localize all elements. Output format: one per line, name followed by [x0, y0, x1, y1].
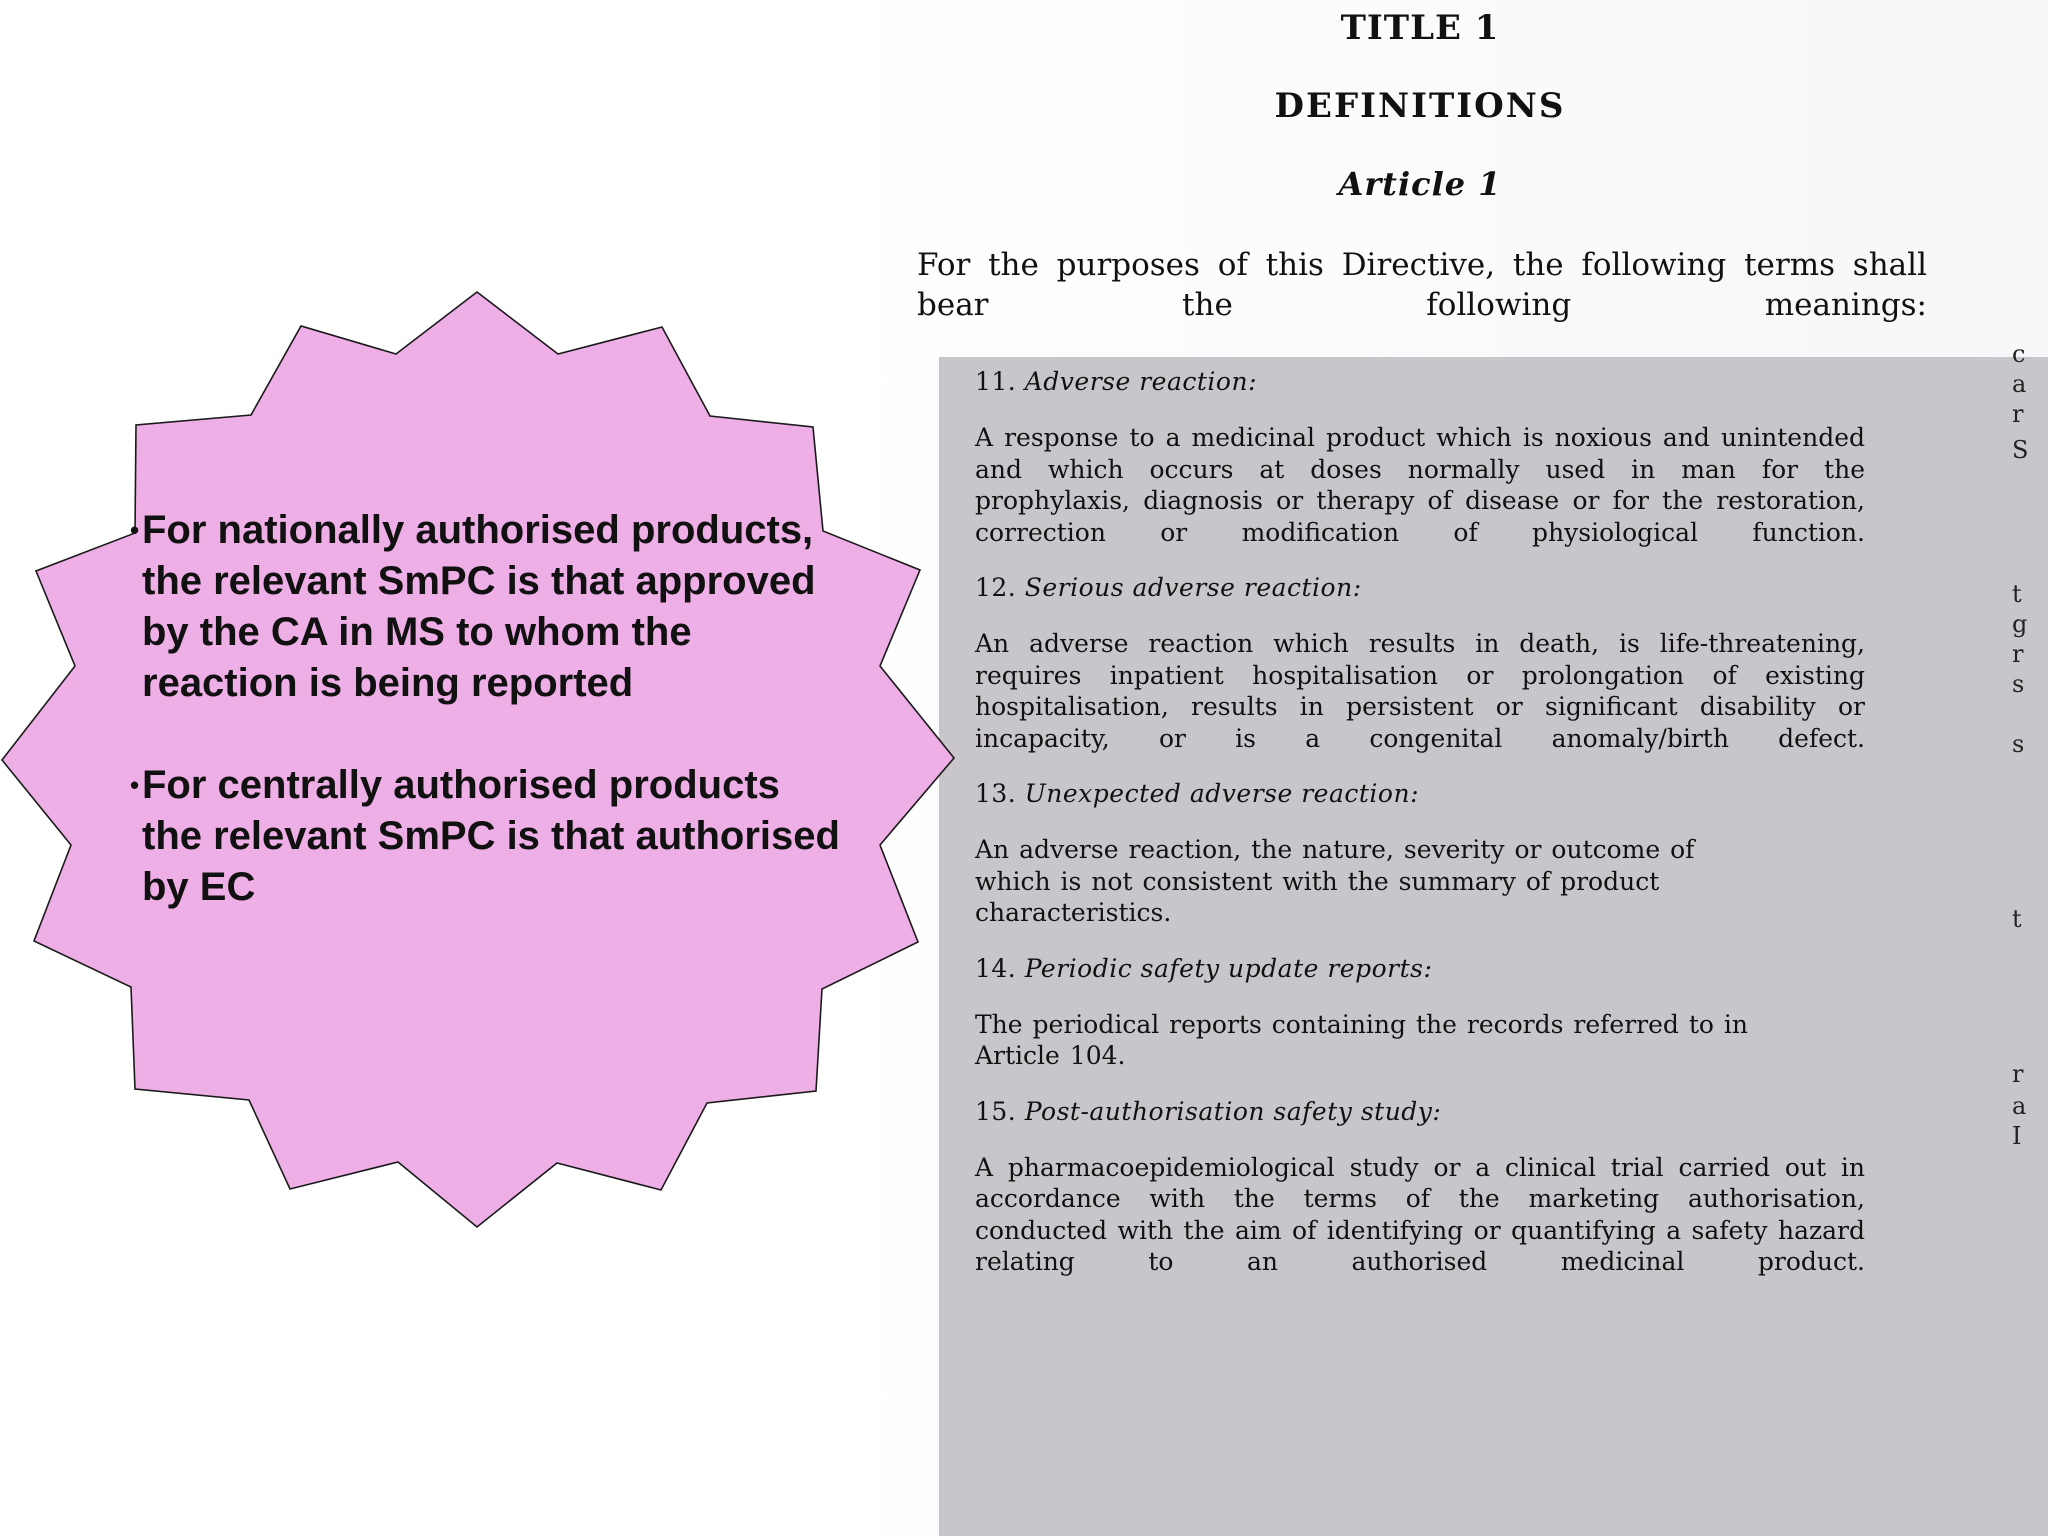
bullet-icon: •: [130, 515, 140, 545]
cropped-letter: t: [2012, 580, 2022, 608]
callout-point-text: For centrally authorised products the relevant SmPC is that authorised by EC: [142, 763, 840, 909]
definition-text: A response to a medicinal product which is noxious and unintended and which occurs at doses normally used in man for the prophylaxis, diagnosis or therapy of disease or for the restoration, correction or modification of physiological function.: [975, 423, 1865, 547]
definition-term: Adverse reaction:: [1024, 367, 1257, 396]
cropped-letter: a: [2012, 1092, 2027, 1120]
cropped-letter: g: [2012, 610, 2028, 638]
definition-item: [975, 366, 1865, 548]
definition-term: Periodic safety update reports:: [1024, 953, 1433, 983]
definition-term: Unexpected adverse reaction:: [1024, 779, 1419, 808]
definition-item: [975, 572, 1865, 754]
definition-heading: [975, 1096, 1865, 1128]
definition-number: 14.: [975, 953, 1017, 983]
cropped-letter: r: [2012, 400, 2024, 428]
definition-text: A pharmacoepidemiological study or a clinical trial carried out in accordance with the terms of the marketing authorisation, conducted with the aim of identifying or quantifying a safety hazard relating to an authorised medicinal product.: [975, 1152, 1865, 1276]
definition-heading: [975, 778, 1865, 810]
definition-term: Post-authorisation safety study:: [1024, 1096, 1442, 1126]
cropped-letter: s: [2012, 730, 2025, 758]
definition-term: Serious adverse reaction:: [1024, 573, 1362, 602]
callout-point-national: [130, 505, 850, 709]
definition-item: [975, 778, 1865, 929]
definition-heading: [975, 366, 1865, 398]
definition-item: [975, 953, 1865, 1072]
definition-number: 15.: [975, 1096, 1017, 1126]
cropped-letter: r: [2012, 1060, 2024, 1088]
definitions-list: [975, 366, 1865, 1302]
cropped-letter: S: [2012, 436, 2029, 464]
definition-text: The periodical reports containing the records referred to in Article 104.: [975, 1009, 1748, 1070]
definition-text: An adverse reaction which results in death, is life-threatening, requires inpatient hospitalisation or prolongation of existing hospitalisation, results in persistent or significant disability or incapacity, or is a congenital anomaly/birth defect.: [975, 629, 1865, 753]
cropped-letter: a: [2012, 370, 2027, 398]
callout-text: [130, 505, 850, 913]
cropped-letter: s: [2012, 670, 2025, 698]
document-title: TITLE 1: [1340, 8, 1500, 48]
definition-number: 11.: [975, 367, 1017, 396]
cropped-letter: I: [2012, 1122, 2022, 1150]
article-heading: Article 1: [1338, 165, 1502, 203]
definition-number: 12.: [975, 573, 1017, 602]
document-heading: DEFINITIONS: [1274, 86, 1566, 126]
cropped-letter: c: [2012, 340, 2026, 368]
intro-paragraph: For the purposes of this Directive, the following terms shall bear the following meanings:: [917, 247, 1927, 323]
callout-point-text: For nationally authorised products, the relevant SmPC is that approved by the CA in MS to whom the reaction is being reported: [142, 508, 816, 705]
definition-heading: [975, 572, 1865, 604]
bullet-icon: •: [130, 770, 140, 800]
definition-number: 13.: [975, 779, 1017, 808]
definition-item: [975, 1096, 1865, 1278]
definition-heading: [975, 953, 1865, 985]
callout-point-central: [130, 760, 850, 913]
cropped-letter: r: [2012, 640, 2024, 668]
cropped-letter: t: [2012, 905, 2022, 933]
definition-text: An adverse reaction, the nature, severity or outcome of which is not consistent with the summary of product characteristics.: [975, 835, 1695, 927]
